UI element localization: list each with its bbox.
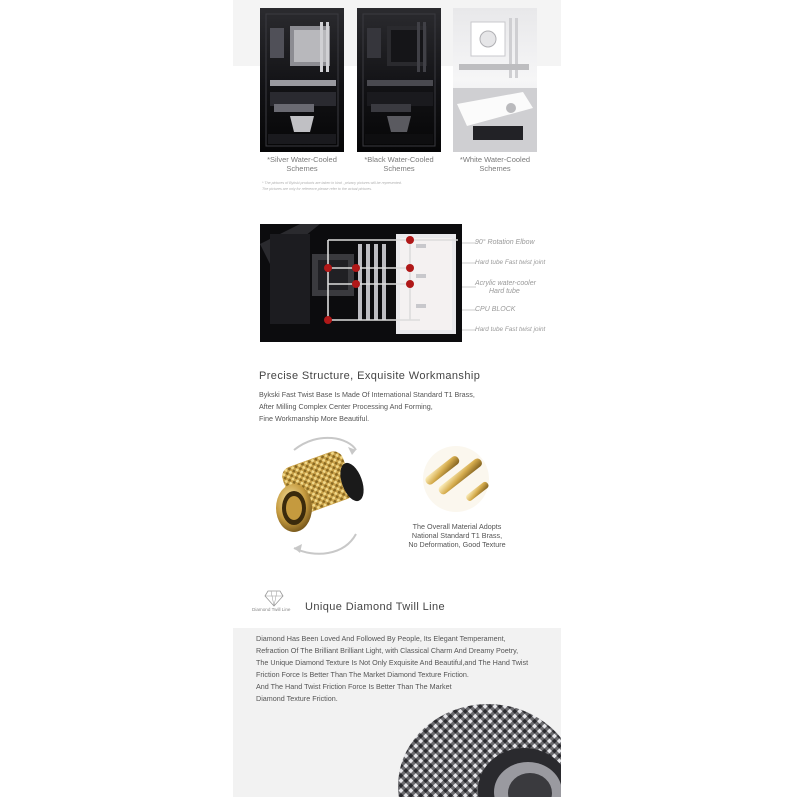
- caption-line: Schemes: [479, 164, 511, 173]
- material-line: No Deformation, Good Texture: [408, 540, 506, 550]
- label-acrylic-cooler: Acrylic water-cooler: [475, 280, 536, 287]
- silver-scheme-image: [260, 8, 344, 152]
- caption-line: Schemes: [383, 164, 415, 173]
- label-hard-tube-joint-2: Hard tube Fast twist joint: [475, 326, 546, 333]
- material-line: The Overall Material Adopts: [412, 522, 502, 531]
- diamond-line-2: Refraction Of The Brilliant Brilliant Light, with Classical Charm And Dreamy Poetry,: [256, 646, 519, 655]
- caption-line: *Black Water-Cooled: [364, 155, 434, 164]
- material-caption: [392, 522, 522, 550]
- diamond-line-3: The Unique Diamond Texture Is Not Only Exquisite And Beautiful,and The Hand Twist: [256, 658, 529, 667]
- water-cooling-diagram: [260, 224, 462, 342]
- structure-line-1: Bykski Fast Twist Base Is Made Of International Standard T1 Brass,: [259, 390, 475, 399]
- scheme-caption-white: [450, 155, 540, 173]
- diamond-line-4: Friction Force Is Better Than The Market Diamond Texture Friction.: [256, 670, 469, 679]
- diamond-line-1: Diamond Has Been Loved And Followed By People, Its Elegant Temperament,: [256, 634, 506, 643]
- structure-line-2: After Milling Complex Center Processing And Forming,: [259, 402, 433, 411]
- label-hard-tube: Hard tube: [489, 288, 520, 295]
- label-cpu-block: CPU BLOCK: [475, 306, 516, 313]
- scheme-caption-silver: [257, 155, 347, 173]
- white-scheme-image: [453, 8, 537, 152]
- disclaimer-line-1: * The pictures of Bykski products are taken in kind , privacy pictures will be represented.: [262, 181, 402, 185]
- knurled-fitting-image: [396, 694, 561, 797]
- diamond-line-5: And The Hand Twist Friction Force Is Better Than The Market: [256, 682, 452, 691]
- diagram-leader-lines: [462, 238, 476, 338]
- material-line: National Standard T1 Brass,: [411, 531, 503, 541]
- structure-line-3: Fine Workmanship More Beautiful.: [259, 414, 370, 423]
- structure-heading: Precise Structure, Exquisite Workmanship: [259, 370, 481, 382]
- caption-line: *White Water-Cooled: [459, 155, 531, 164]
- scheme-caption-black: [354, 155, 444, 173]
- diamond-icon-caption: Diamond Twill Line: [252, 607, 291, 612]
- label-rotation-elbow: 90° Rotation Elbow: [475, 239, 535, 246]
- brass-rods-image: [420, 446, 492, 512]
- label-hard-tube-joint: Hard tube Fast twist joint: [475, 259, 546, 266]
- black-scheme-image: [357, 8, 441, 152]
- caption-line: *Silver Water-Cooled: [267, 155, 337, 164]
- diamond-heading: Unique Diamond Twill Line: [305, 601, 446, 613]
- diamond-line-6: Diamond Texture Friction.: [256, 694, 338, 703]
- diamond-icon: [264, 589, 284, 607]
- caption-line: Schemes: [286, 164, 318, 173]
- disclaimer-line-2: The pictures are only for reference,please refer to the actual pictures.: [262, 187, 373, 191]
- brass-fitting-image: [264, 430, 374, 562]
